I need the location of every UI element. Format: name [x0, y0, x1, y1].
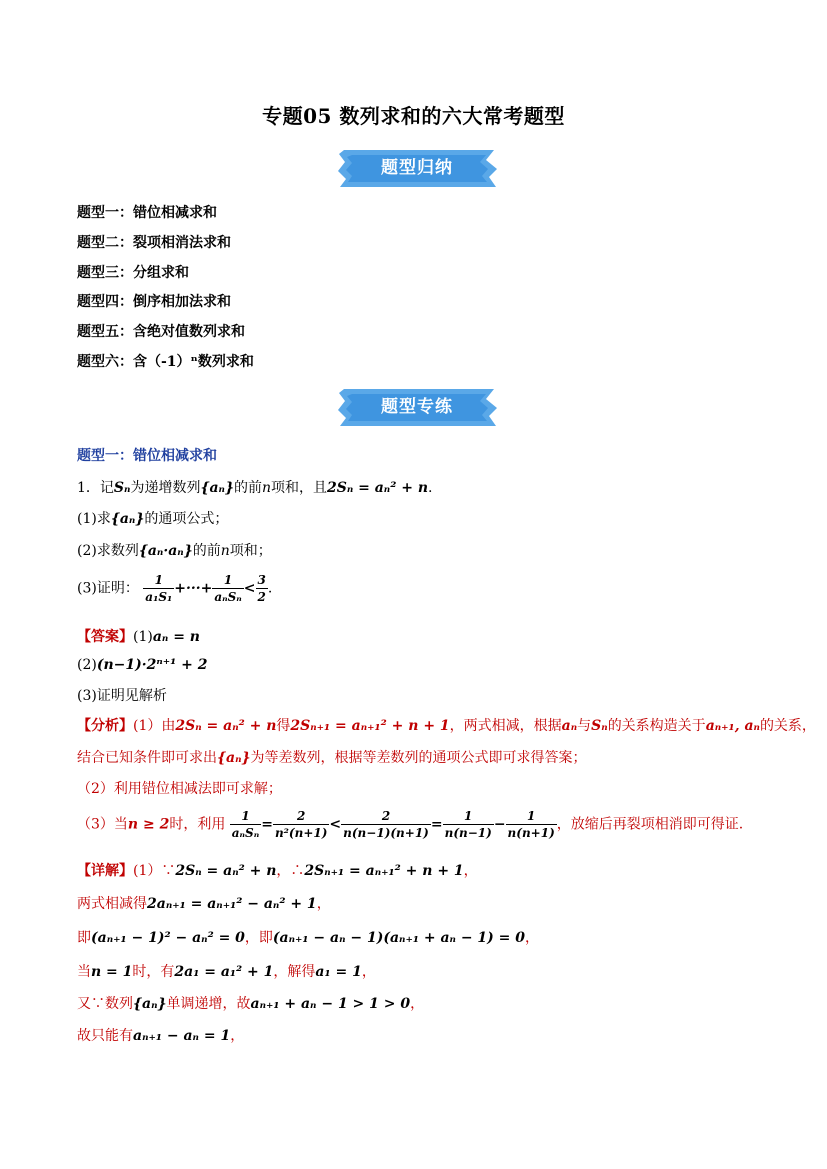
text: 即: [77, 930, 91, 946]
text: 的关系构造关于: [607, 718, 706, 734]
math-answer: (n−1)·2ⁿ⁺¹ + 2: [96, 657, 208, 673]
topic-item: 题型二：裂项相消法求和: [77, 234, 231, 251]
text: 的前: [233, 480, 262, 496]
math: aₙ₊₁ − aₙ = 1: [133, 1028, 231, 1044]
text: (2): [77, 657, 97, 673]
text: (1)求: [77, 511, 111, 527]
text: 当: [77, 964, 91, 980]
page-title: 专题05 数列求和的六大常考题型: [262, 104, 565, 128]
math-sn: Sₙ: [113, 480, 131, 496]
fraction: [341, 808, 431, 841]
text: 结合已知条件即可求出: [77, 750, 217, 766]
frac-num: 1: [443, 808, 494, 825]
math: (aₙ₊₁ − aₙ − 1)(aₙ₊₁ + aₙ − 1) = 0: [272, 930, 526, 946]
text: (3)证明：: [77, 580, 139, 597]
text: ，放缩后再裂项相消即可得证.: [556, 816, 744, 833]
math-lt: <: [243, 580, 256, 597]
text: ，∴: [276, 863, 305, 879]
detail-line-6: [77, 1025, 244, 1045]
text: 与: [577, 718, 592, 734]
topic-item: 题型三：分组求和: [77, 264, 189, 281]
frac-den: n²(n+1): [274, 826, 328, 840]
text: .: [428, 480, 433, 496]
math-dots: +···+: [174, 580, 213, 597]
frac-num: 3: [257, 573, 266, 587]
text: 的前: [192, 543, 221, 559]
text: 又∵数列: [77, 996, 133, 1012]
math: {aₙ}: [217, 750, 251, 766]
section-heading: 题型一：错位相减求和: [77, 448, 217, 464]
text: 为递增数列: [130, 480, 201, 496]
math: a₁ = 1: [315, 964, 362, 980]
math-eq: 2Sₙ = aₙ² + n: [326, 480, 428, 496]
detail-label: 【详解】: [77, 863, 133, 879]
math: aₙ₊₁ + aₙ − 1 > 1 > 0: [250, 996, 411, 1012]
text: ，解得: [273, 964, 316, 980]
text: 的通项公式；: [144, 511, 229, 527]
math: Sₙ: [591, 718, 608, 734]
math-an-set: {aₙ}: [110, 511, 145, 527]
math: 2a₁ = a₁² + 1: [174, 964, 274, 980]
topic-list: [77, 202, 254, 381]
text: ，两式相减，根据: [449, 718, 562, 734]
text: ，: [410, 996, 425, 1012]
question-part-2: [77, 540, 272, 560]
fraction: [230, 808, 261, 841]
text: 为等差数列，根据等差数列的通项公式即可求得答案；: [250, 750, 587, 766]
text: .: [267, 580, 273, 597]
frac-num: 2: [341, 808, 431, 825]
text: （3）当: [77, 816, 128, 833]
text: (1): [133, 629, 153, 645]
frac-den: a₁S₁: [145, 590, 173, 604]
math: n ≥ 2: [127, 816, 170, 833]
math-answer: aₙ = n: [152, 629, 200, 645]
analysis-line-4: [77, 808, 743, 841]
fraction: [212, 572, 243, 605]
analysis-line-2: [77, 747, 587, 767]
math-eq: =: [430, 816, 443, 833]
text: (1）∵: [133, 863, 176, 879]
question-part-3: [77, 572, 272, 605]
text: (2)求数列: [77, 543, 139, 559]
frac-num: 2: [273, 808, 329, 825]
analysis-line-3: （2）利用错位相减法即可求解；: [77, 781, 282, 797]
text: ，: [316, 896, 331, 912]
topic-item: 题型六：含（-1）ⁿ数列求和: [77, 353, 254, 370]
topic-item: 题型一：错位相减求和: [77, 205, 217, 221]
banner-practice-text: 题型专练: [381, 397, 453, 417]
text: 时，利用: [169, 816, 226, 833]
text: ，: [525, 930, 540, 946]
frac-den: n(n+1): [507, 826, 555, 840]
frac-num: 1: [143, 572, 174, 589]
banner-summary: [334, 147, 500, 189]
math-eq: =: [261, 816, 273, 833]
math-minus: −: [493, 816, 506, 833]
analysis-line-1: [77, 715, 816, 735]
fraction: [443, 808, 494, 841]
math: (aₙ₊₁ − 1)² − aₙ² = 0: [91, 930, 245, 946]
frac-den: aₙSₙ: [231, 826, 260, 840]
text: ，: [230, 1028, 245, 1044]
math-n: n: [220, 543, 230, 559]
math-an-set: {aₙ}: [200, 480, 234, 496]
detail-line-1: [77, 860, 478, 880]
math-lt: <: [329, 816, 342, 833]
text: 单调递增，故: [166, 996, 251, 1012]
frac-num: 1: [230, 808, 261, 825]
math-product: {aₙ·aₙ}: [138, 543, 193, 559]
topic-item: 题型四：倒序相加法求和: [77, 294, 231, 311]
math: 2Sₙ = aₙ² + n: [175, 718, 277, 734]
math: 2Sₙ₊₁ = aₙ₊₁² + n + 1: [304, 863, 464, 879]
fraction: [256, 572, 268, 605]
text: 的关系，: [759, 718, 816, 734]
text: 时，有: [132, 964, 175, 980]
text: ，: [463, 863, 478, 879]
text: 1．记: [77, 480, 114, 496]
math: {aₙ}: [133, 996, 167, 1012]
frac-den: n(n−1)(n+1): [343, 826, 429, 840]
math-n: n: [261, 480, 271, 496]
fraction: [143, 572, 174, 605]
text: 故只能有: [77, 1028, 133, 1044]
text: 项和；: [229, 543, 272, 559]
detail-line-3: [77, 927, 539, 947]
frac-den: aₙSₙ: [214, 590, 242, 604]
frac-num: 1: [506, 808, 557, 825]
frac-num: 1: [212, 572, 243, 589]
math: 2aₙ₊₁ = aₙ₊₁² − aₙ² + 1: [147, 896, 317, 912]
detail-line-5: [77, 993, 424, 1013]
banner-practice: [334, 386, 500, 428]
math: aₙ₊₁, aₙ: [705, 718, 760, 734]
text: 得: [276, 718, 291, 734]
math: 2Sₙ₊₁ = aₙ₊₁² + n + 1: [290, 718, 450, 734]
question-stem: [77, 477, 432, 497]
answer-line-1: [77, 626, 200, 646]
frac-den: n(n−1): [444, 826, 492, 840]
fraction: [273, 808, 329, 841]
text: 项和，且: [270, 480, 327, 496]
math: n = 1: [91, 964, 133, 980]
answer-label: 【答案】: [77, 629, 133, 645]
text: (1）由: [133, 718, 176, 734]
answer-line-3: (3)证明见解析: [77, 688, 167, 704]
fraction: [506, 808, 557, 841]
detail-line-2: [77, 893, 331, 913]
banner-summary-text: 题型归纳: [381, 158, 453, 178]
frac-den: 2: [257, 590, 266, 604]
text: ，: [361, 964, 376, 980]
topic-item: 题型五：含绝对值数列求和: [77, 324, 245, 341]
text: 两式相减得: [77, 896, 147, 912]
math: 2Sₙ = aₙ² + n: [175, 863, 277, 879]
question-part-1: [77, 508, 228, 528]
math: aₙ: [561, 718, 578, 734]
answer-line-2: [77, 657, 208, 673]
analysis-label: 【分析】: [77, 718, 133, 734]
detail-line-4: [77, 961, 376, 981]
text: ，即: [244, 930, 273, 946]
